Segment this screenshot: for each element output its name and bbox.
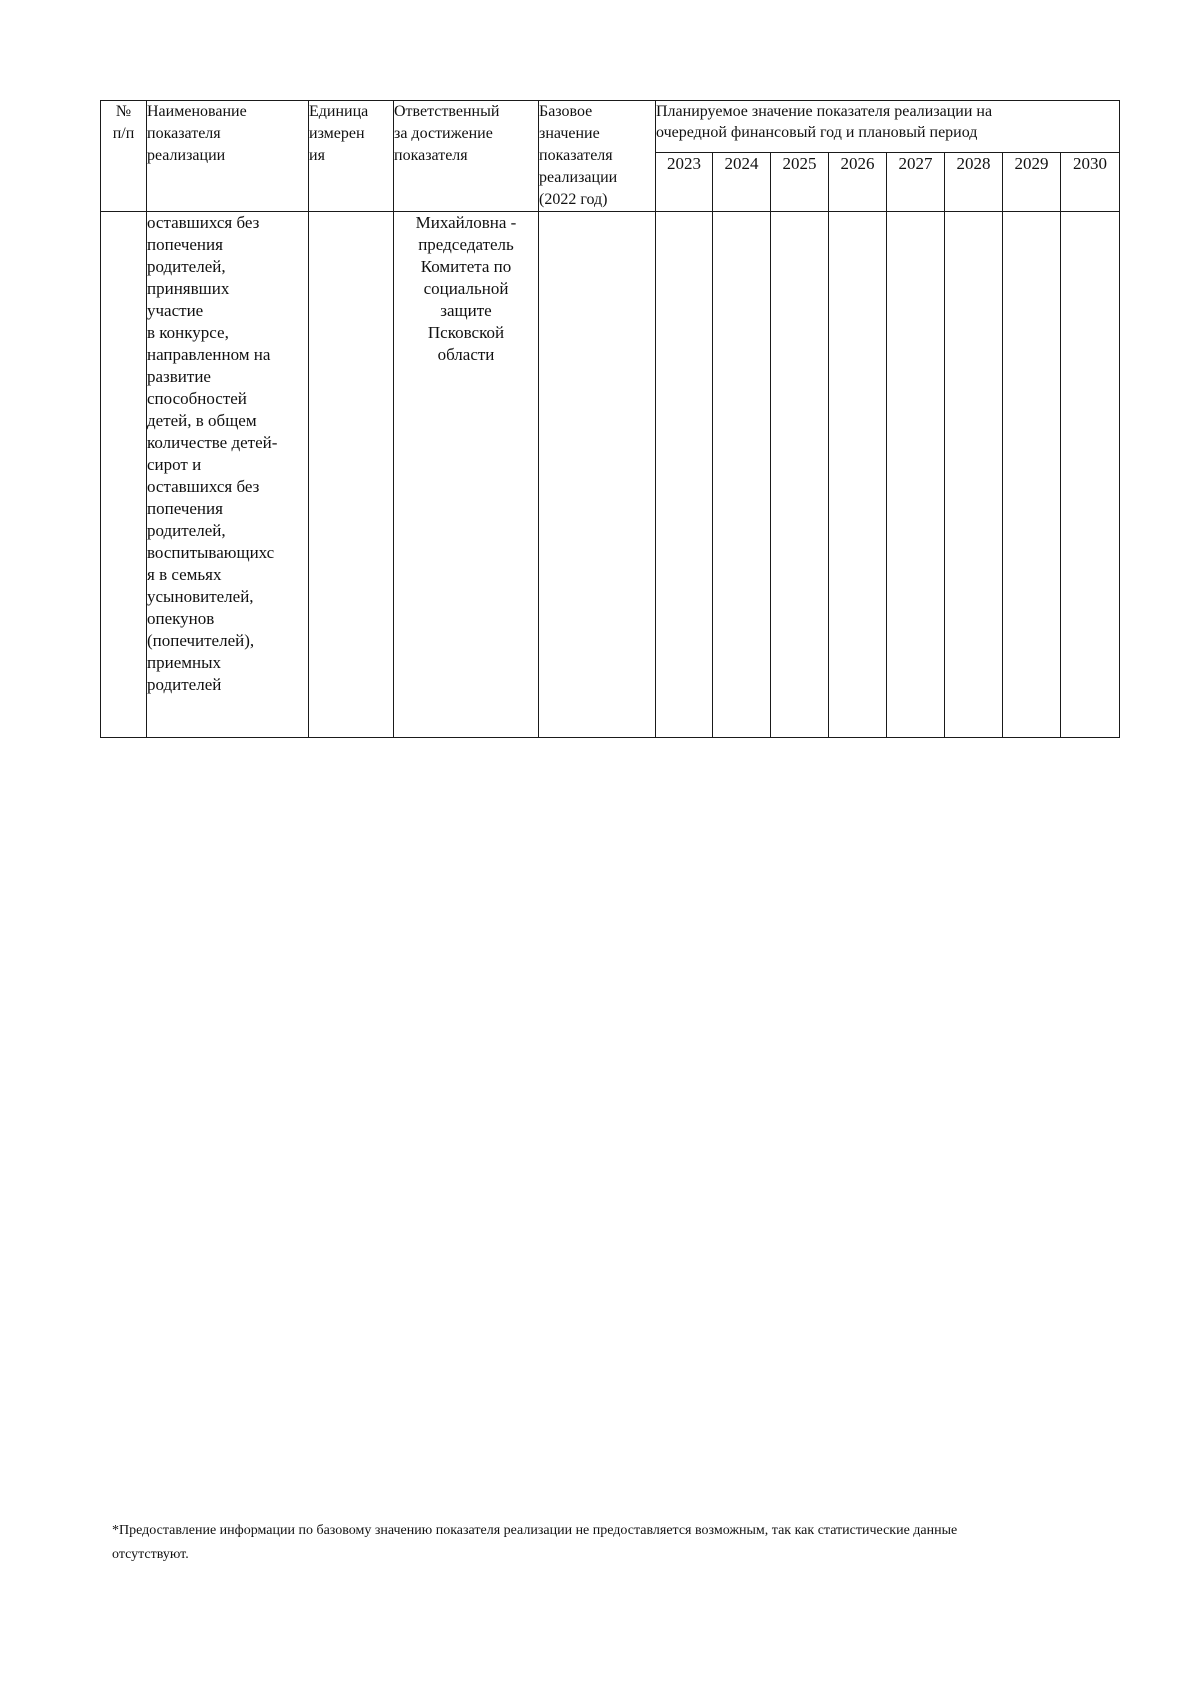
cell-responsible: Михайловна - председатель Комитета по социальной защите Псковской области xyxy=(394,212,539,738)
cell-value-2024 xyxy=(713,212,771,738)
header-year-2028: 2028 xyxy=(945,153,1003,212)
cell-value-2030 xyxy=(1061,212,1120,738)
cell-base-value xyxy=(539,212,656,738)
cell-value-2028 xyxy=(945,212,1003,738)
cell-value-2027 xyxy=(887,212,945,738)
cell-indicator-name: оставшихся без попечения родителей, принявших участие в конкурсе, направленном на развитие способностей детей, в общем количестве детей- сирот и оставшихся без попечения родителей, воспитывающихс я в семьях усыновителей, опекунов (попечителей), приемных родителей xyxy=(147,212,309,738)
indicators-table xyxy=(100,100,1120,738)
table-row xyxy=(101,212,1120,738)
header-planned-value: Планируемое значение показателя реализации на очередной финансовый год и плановый период xyxy=(656,101,1120,153)
header-year-2024: 2024 xyxy=(713,153,771,212)
cell-num xyxy=(101,212,147,738)
header-unit: Единица измерен ия xyxy=(309,101,394,212)
footnote-line-2: отсутствуют. xyxy=(112,1547,189,1562)
header-year-2027: 2027 xyxy=(887,153,945,212)
header-responsible: Ответственный за достижение показателя xyxy=(394,101,539,212)
cell-value-2029 xyxy=(1003,212,1061,738)
header-year-2025: 2025 xyxy=(771,153,829,212)
header-base-value: Базовое значение показателя реализации (2022 год) xyxy=(539,101,656,212)
header-year-2029: 2029 xyxy=(1003,153,1061,212)
header-year-2030: 2030 xyxy=(1061,153,1120,212)
header-indicator-name: Наименование показателя реализации xyxy=(147,101,309,212)
footnote xyxy=(112,1519,1122,1567)
cell-value-2023 xyxy=(656,212,713,738)
header-year-2026: 2026 xyxy=(829,153,887,212)
header-num: № п/п xyxy=(101,101,147,212)
cell-unit xyxy=(309,212,394,738)
cell-value-2026 xyxy=(829,212,887,738)
header-row-1 xyxy=(101,101,1120,153)
header-year-2023: 2023 xyxy=(656,153,713,212)
cell-value-2025 xyxy=(771,212,829,738)
footnote-line-1: *Предоставление информации по базовому значению показателя реализации не предоставляется возможным, так как статистические данные xyxy=(112,1523,958,1538)
